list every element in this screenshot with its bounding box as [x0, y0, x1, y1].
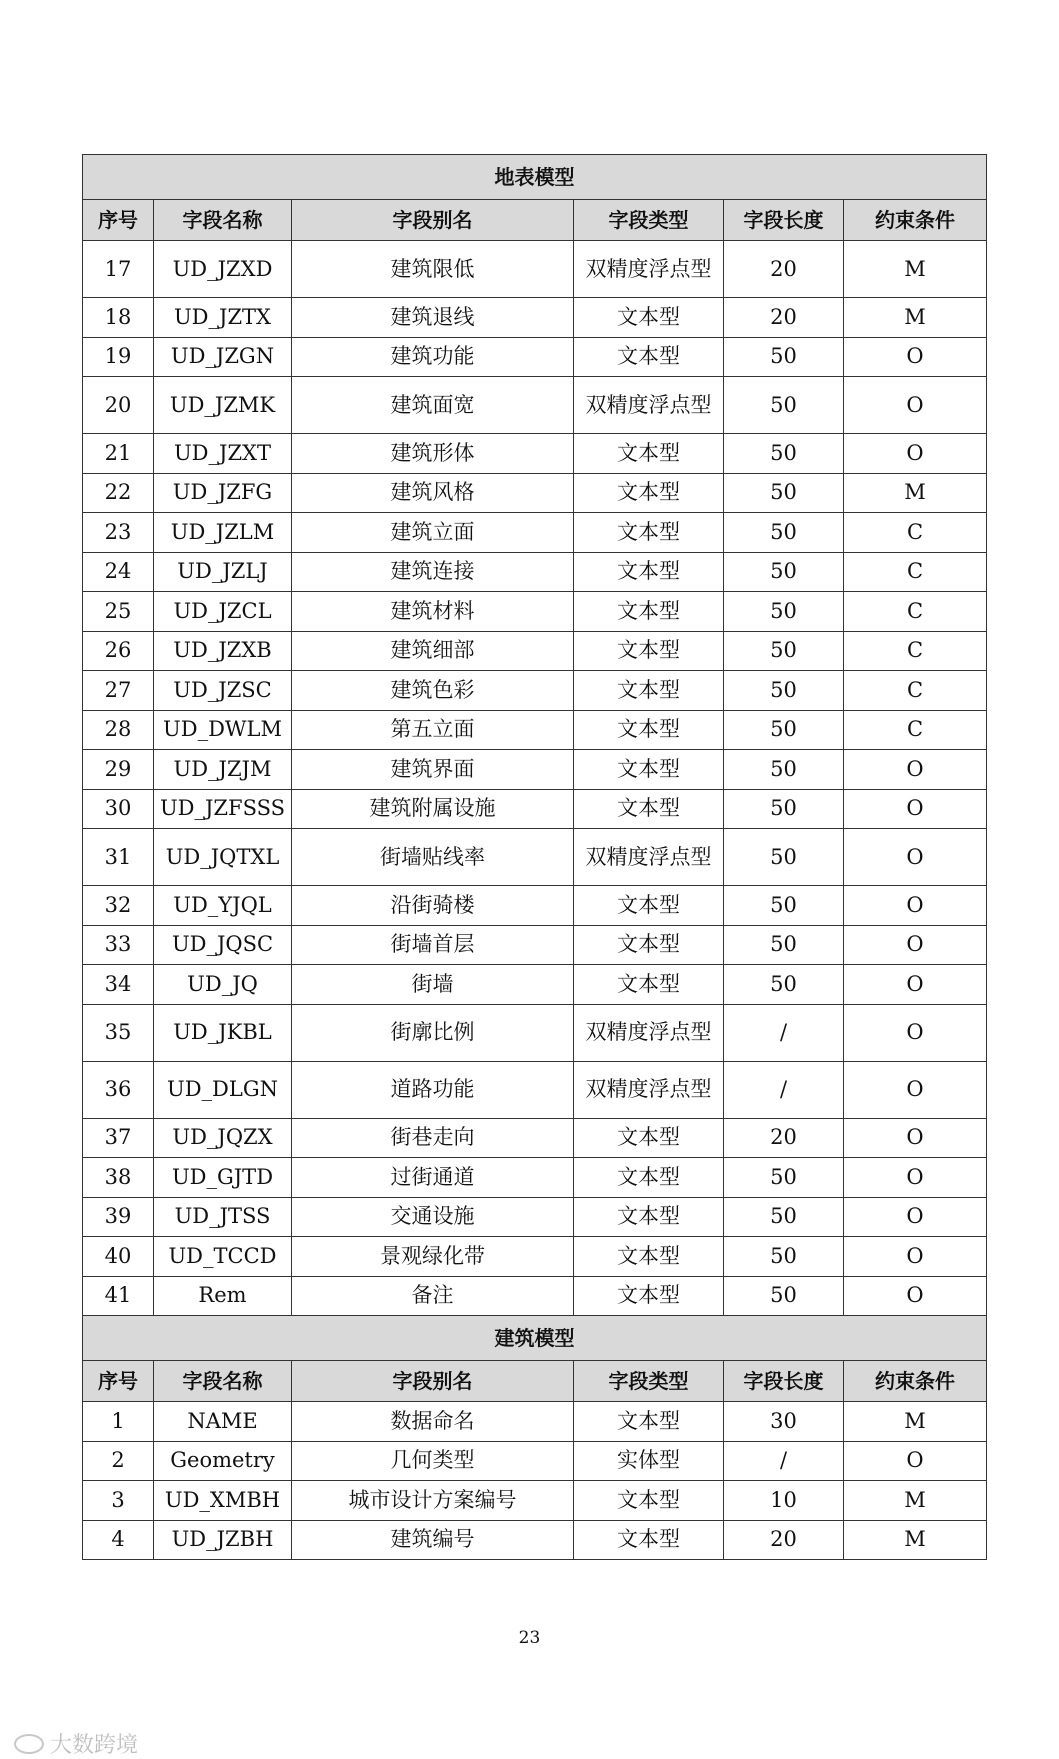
- table-cell: 50: [724, 377, 844, 434]
- table-cell: UD_JZGN: [154, 337, 292, 377]
- table-cell: 双精度浮点型: [574, 377, 724, 434]
- table-cell: 32: [83, 886, 154, 926]
- table-cell: 50: [724, 829, 844, 886]
- table-row: [83, 434, 987, 474]
- table-cell: UD_DWLM: [154, 710, 292, 750]
- table-cell: 建筑功能: [292, 337, 574, 377]
- table-cell: 文本型: [574, 789, 724, 829]
- table-cell: 文本型: [574, 1237, 724, 1277]
- table-cell: UD_JQSC: [154, 925, 292, 965]
- table-cell: 数据命名: [292, 1402, 574, 1442]
- table-cell: 23: [83, 513, 154, 553]
- table-cell: Geometry: [154, 1441, 292, 1481]
- table-cell: UD_JZLM: [154, 513, 292, 553]
- table-cell: UD_JZSC: [154, 671, 292, 711]
- column-header: 序号: [83, 200, 154, 241]
- table-cell: 50: [724, 671, 844, 711]
- table-cell: 建筑形体: [292, 434, 574, 474]
- table-cell: 文本型: [574, 337, 724, 377]
- table-cell: UD_JZFSSS: [154, 789, 292, 829]
- table-cell: 建筑退线: [292, 298, 574, 338]
- column-header: 约束条件: [844, 200, 987, 241]
- table-cell: 文本型: [574, 1276, 724, 1316]
- table-cell: O: [844, 1237, 987, 1277]
- table-cell: 30: [83, 789, 154, 829]
- column-header: 字段类型: [574, 200, 724, 241]
- table-cell: 20: [83, 377, 154, 434]
- table-cell: O: [844, 1276, 987, 1316]
- table-row: [83, 750, 987, 790]
- table-row: [83, 1061, 987, 1118]
- table-cell: 50: [724, 337, 844, 377]
- table-cell: UD_TCCD: [154, 1237, 292, 1277]
- table-cell: O: [844, 965, 987, 1005]
- table-row: [83, 1158, 987, 1198]
- table-cell: 文本型: [574, 473, 724, 513]
- table-cell: 街墙: [292, 965, 574, 1005]
- table-cell: 双精度浮点型: [574, 1061, 724, 1118]
- table-cell: UD_JZMK: [154, 377, 292, 434]
- table-cell: O: [844, 377, 987, 434]
- table-row: [83, 925, 987, 965]
- table-cell: 2: [83, 1441, 154, 1481]
- table-cell: NAME: [154, 1402, 292, 1442]
- table-cell: 17: [83, 241, 154, 298]
- table-row: [83, 1276, 987, 1316]
- table-cell: UD_JQZX: [154, 1118, 292, 1158]
- table-row: [83, 592, 987, 632]
- table-cell: 50: [724, 473, 844, 513]
- table-cell: 4: [83, 1520, 154, 1560]
- section-title-row: [83, 155, 987, 200]
- table-cell: O: [844, 750, 987, 790]
- table-cell: 50: [724, 1197, 844, 1237]
- table-cell: 25: [83, 592, 154, 632]
- table-cell: /: [724, 1004, 844, 1061]
- table-cell: 文本型: [574, 965, 724, 1005]
- table-cell: 20: [724, 1520, 844, 1560]
- table-cell: C: [844, 710, 987, 750]
- table-row: [83, 1441, 987, 1481]
- table-cell: 24: [83, 552, 154, 592]
- table-cell: 38: [83, 1158, 154, 1198]
- table-cell: Rem: [154, 1276, 292, 1316]
- table-row: [83, 829, 987, 886]
- table-cell: 50: [724, 710, 844, 750]
- table-row: [83, 631, 987, 671]
- column-header: 约束条件: [844, 1361, 987, 1402]
- table-cell: 街巷走向: [292, 1118, 574, 1158]
- table-row: [83, 1004, 987, 1061]
- table-row: [83, 241, 987, 298]
- table-cell: 50: [724, 750, 844, 790]
- table-cell: M: [844, 473, 987, 513]
- table-cell: O: [844, 1061, 987, 1118]
- table-cell: 28: [83, 710, 154, 750]
- table-cell: 50: [724, 552, 844, 592]
- table-cell: 39: [83, 1197, 154, 1237]
- table-cell: 文本型: [574, 298, 724, 338]
- table-cell: 20: [724, 298, 844, 338]
- column-header: 字段名称: [154, 200, 292, 241]
- table-cell: 文本型: [574, 434, 724, 474]
- column-header: 字段名称: [154, 1361, 292, 1402]
- table-cell: 沿街骑楼: [292, 886, 574, 926]
- table-cell: UD_JZBH: [154, 1520, 292, 1560]
- table-cell: 建筑编号: [292, 1520, 574, 1560]
- table-row: [83, 337, 987, 377]
- table-cell: UD_JZXB: [154, 631, 292, 671]
- table-cell: /: [724, 1061, 844, 1118]
- table-cell: 建筑附属设施: [292, 789, 574, 829]
- table-cell: 双精度浮点型: [574, 241, 724, 298]
- column-header: 字段长度: [724, 1361, 844, 1402]
- table-cell: 文本型: [574, 1520, 724, 1560]
- table-row: [83, 298, 987, 338]
- table-cell: 50: [724, 631, 844, 671]
- table-row: [83, 1197, 987, 1237]
- column-header: 字段长度: [724, 200, 844, 241]
- table-cell: UD_JQ: [154, 965, 292, 1005]
- table-row: [83, 1118, 987, 1158]
- table-cell: 文本型: [574, 710, 724, 750]
- table-cell: 街墙贴线率: [292, 829, 574, 886]
- table-cell: 文本型: [574, 925, 724, 965]
- table-cell: UD_JZXD: [154, 241, 292, 298]
- table-cell: 建筑细部: [292, 631, 574, 671]
- table-cell: 50: [724, 513, 844, 553]
- table-cell: O: [844, 1118, 987, 1158]
- table-cell: 文本型: [574, 513, 724, 553]
- table-cell: 几何类型: [292, 1441, 574, 1481]
- table-cell: 50: [724, 1158, 844, 1198]
- table-cell: 50: [724, 789, 844, 829]
- table-cell: O: [844, 1158, 987, 1198]
- table-cell: UD_JZXT: [154, 434, 292, 474]
- table-cell: 城市设计方案编号: [292, 1481, 574, 1521]
- table-cell: 文本型: [574, 1197, 724, 1237]
- table-cell: UD_JZFG: [154, 473, 292, 513]
- table-cell: UD_GJTD: [154, 1158, 292, 1198]
- section-title: 地表模型: [83, 155, 987, 200]
- table-cell: 建筑立面: [292, 513, 574, 553]
- table-cell: 文本型: [574, 671, 724, 711]
- table-cell: O: [844, 829, 987, 886]
- table-cell: 35: [83, 1004, 154, 1061]
- table-cell: 建筑风格: [292, 473, 574, 513]
- table-row: [83, 671, 987, 711]
- table-cell: 街廓比例: [292, 1004, 574, 1061]
- table-cell: 50: [724, 434, 844, 474]
- table-cell: M: [844, 1481, 987, 1521]
- table-cell: 街墙首层: [292, 925, 574, 965]
- table-cell: 50: [724, 886, 844, 926]
- table-row: [83, 1237, 987, 1277]
- table-cell: 实体型: [574, 1441, 724, 1481]
- page-number: 23: [518, 1628, 541, 1648]
- table-cell: 文本型: [574, 1402, 724, 1442]
- table-cell: 3: [83, 1481, 154, 1521]
- table-row: [83, 789, 987, 829]
- table-cell: M: [844, 298, 987, 338]
- table-cell: 29: [83, 750, 154, 790]
- table-cell: 备注: [292, 1276, 574, 1316]
- table-cell: C: [844, 513, 987, 553]
- table-cell: 19: [83, 337, 154, 377]
- table-cell: 文本型: [574, 886, 724, 926]
- table-cell: 建筑界面: [292, 750, 574, 790]
- table-cell: O: [844, 1441, 987, 1481]
- table-cell: O: [844, 1197, 987, 1237]
- table-row: [83, 710, 987, 750]
- table-cell: 文本型: [574, 1158, 724, 1198]
- table-cell: 30: [724, 1402, 844, 1442]
- table-cell: 34: [83, 965, 154, 1005]
- table-cell: 21: [83, 434, 154, 474]
- table-cell: UD_JZCL: [154, 592, 292, 632]
- table-cell: /: [724, 1441, 844, 1481]
- table-cell: 26: [83, 631, 154, 671]
- table-cell: 31: [83, 829, 154, 886]
- table-cell: 建筑连接: [292, 552, 574, 592]
- column-header: 字段别名: [292, 200, 574, 241]
- table-cell: O: [844, 434, 987, 474]
- document-page: [82, 154, 986, 1560]
- table-cell: UD_JKBL: [154, 1004, 292, 1061]
- table-cell: UD_DLGN: [154, 1061, 292, 1118]
- table-row: [83, 965, 987, 1005]
- table-row: [83, 513, 987, 553]
- table-cell: 交通设施: [292, 1197, 574, 1237]
- table-cell: O: [844, 789, 987, 829]
- column-header: 序号: [83, 1361, 154, 1402]
- table-row: [83, 552, 987, 592]
- table-cell: O: [844, 337, 987, 377]
- table-cell: 第五立面: [292, 710, 574, 750]
- table-cell: 33: [83, 925, 154, 965]
- table-row: [83, 473, 987, 513]
- table-row: [83, 1520, 987, 1560]
- table-cell: C: [844, 631, 987, 671]
- watermark-logo-icon: [14, 1734, 44, 1754]
- table-cell: 27: [83, 671, 154, 711]
- table-cell: C: [844, 552, 987, 592]
- table-row: [83, 1481, 987, 1521]
- table-cell: 建筑材料: [292, 592, 574, 632]
- table-cell: 41: [83, 1276, 154, 1316]
- table-cell: UD_JZTX: [154, 298, 292, 338]
- table-cell: 20: [724, 241, 844, 298]
- table-cell: 37: [83, 1118, 154, 1158]
- field-table-body: [83, 155, 987, 1560]
- column-header-row: [83, 200, 987, 241]
- table-cell: UD_JZJM: [154, 750, 292, 790]
- table-cell: 50: [724, 1237, 844, 1277]
- table-cell: 50: [724, 592, 844, 632]
- table-row: [83, 377, 987, 434]
- table-cell: 建筑色彩: [292, 671, 574, 711]
- table-cell: 50: [724, 965, 844, 1005]
- table-cell: UD_XMBH: [154, 1481, 292, 1521]
- table-cell: 文本型: [574, 1481, 724, 1521]
- table-cell: 景观绿化带: [292, 1237, 574, 1277]
- table-cell: 文本型: [574, 1118, 724, 1158]
- table-cell: 40: [83, 1237, 154, 1277]
- table-cell: 36: [83, 1061, 154, 1118]
- table-cell: 18: [83, 298, 154, 338]
- table-row: [83, 1402, 987, 1442]
- table-cell: 50: [724, 1276, 844, 1316]
- table-cell: 10: [724, 1481, 844, 1521]
- table-cell: 文本型: [574, 552, 724, 592]
- watermark-text: 大数跨境: [50, 1733, 139, 1758]
- table-cell: UD_YJQL: [154, 886, 292, 926]
- table-cell: M: [844, 1520, 987, 1560]
- table-cell: 1: [83, 1402, 154, 1442]
- table-cell: 文本型: [574, 592, 724, 632]
- table-cell: C: [844, 592, 987, 632]
- table-cell: 道路功能: [292, 1061, 574, 1118]
- table-row: [83, 886, 987, 926]
- table-cell: O: [844, 925, 987, 965]
- column-header: 字段类型: [574, 1361, 724, 1402]
- table-cell: 双精度浮点型: [574, 1004, 724, 1061]
- table-cell: 文本型: [574, 750, 724, 790]
- column-header: 字段别名: [292, 1361, 574, 1402]
- watermark: [14, 1728, 138, 1759]
- table-cell: 建筑面宽: [292, 377, 574, 434]
- table-cell: UD_JZLJ: [154, 552, 292, 592]
- table-cell: C: [844, 671, 987, 711]
- table-cell: 22: [83, 473, 154, 513]
- section-title-row: [83, 1316, 987, 1361]
- table-cell: O: [844, 886, 987, 926]
- table-cell: 双精度浮点型: [574, 829, 724, 886]
- table-cell: 建筑限低: [292, 241, 574, 298]
- table-cell: UD_JTSS: [154, 1197, 292, 1237]
- table-cell: 20: [724, 1118, 844, 1158]
- table-cell: 50: [724, 925, 844, 965]
- table-cell: 文本型: [574, 631, 724, 671]
- table-cell: O: [844, 1004, 987, 1061]
- section-title: 建筑模型: [83, 1316, 987, 1361]
- column-header-row: [83, 1361, 987, 1402]
- field-table: [82, 154, 987, 1560]
- table-cell: M: [844, 241, 987, 298]
- table-cell: 过街通道: [292, 1158, 574, 1198]
- table-cell: UD_JQTXL: [154, 829, 292, 886]
- table-cell: M: [844, 1402, 987, 1442]
